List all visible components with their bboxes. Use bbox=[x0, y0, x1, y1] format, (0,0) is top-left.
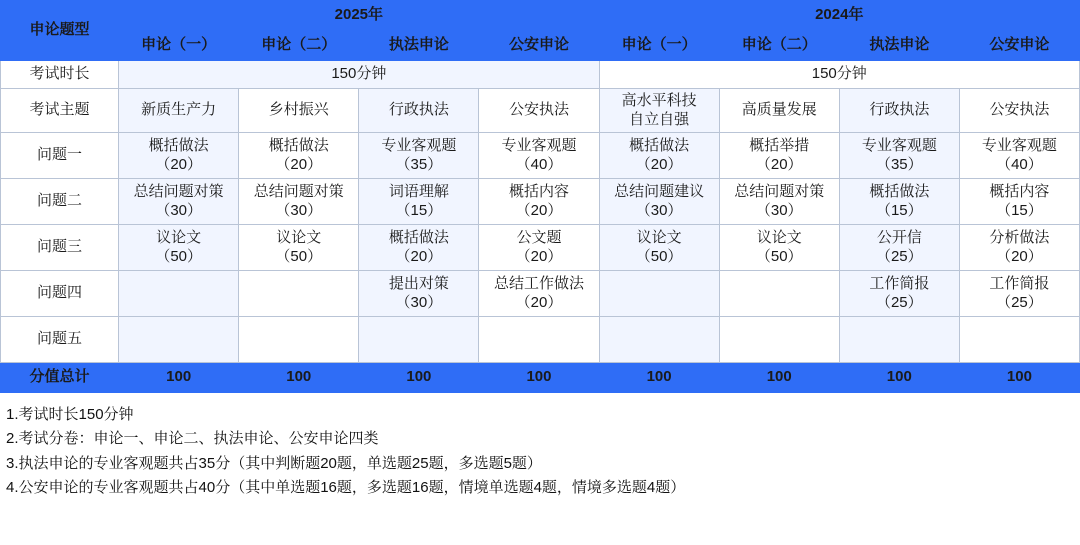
q3-cell-0: 议论文 （50） bbox=[119, 225, 239, 271]
q2-cell-1: 总结问题对策 （30） bbox=[239, 179, 359, 225]
q1-cell-0: 概括做法 （20） bbox=[119, 133, 239, 179]
q4-cell-3: 总结工作做法 （20） bbox=[479, 271, 599, 317]
q2-cell-3: 概括内容 （20） bbox=[479, 179, 599, 225]
table-row bbox=[1, 61, 1080, 89]
q5-cell-5 bbox=[719, 317, 839, 363]
subject-header-2: 执法申论 bbox=[359, 31, 479, 61]
q3-cell-4: 议论文 （50） bbox=[599, 225, 719, 271]
q2-cell-7: 概括内容 （15） bbox=[959, 179, 1079, 225]
q4-cell-1 bbox=[239, 271, 359, 317]
topic-cell-7: 公安执法 bbox=[959, 89, 1079, 133]
row-label-q1: 问题一 bbox=[1, 133, 119, 179]
total-cell-4: 100 bbox=[599, 363, 719, 393]
q1-cell-6: 专业客观题 （35） bbox=[839, 133, 959, 179]
q2-cell-5: 总结问题对策 （30） bbox=[719, 179, 839, 225]
q1-cell-3: 专业客观题 （40） bbox=[479, 133, 599, 179]
table-row bbox=[1, 133, 1080, 179]
q1-cell-1: 概括做法 （20） bbox=[239, 133, 359, 179]
note-item: 2.考试分卷：申论一、申论二、执法申论、公安申论四类 bbox=[6, 430, 379, 448]
year-header-2024: 2024年 bbox=[599, 1, 1079, 31]
note-item: 3.执法申论的专业客观题共占35分（其中判断题20题，单选题25题，多选题5题） bbox=[6, 454, 542, 472]
table-row bbox=[1, 179, 1080, 225]
total-cell-5: 100 bbox=[719, 363, 839, 393]
topic-cell-5: 高质量发展 bbox=[719, 89, 839, 133]
table-header bbox=[1, 1, 1080, 61]
notes-list bbox=[0, 393, 1080, 500]
note-item: 4.公安申论的专业客观题共占40分（其中单选题16题，多选题16题，情境单选题4题，情境多选题4题） bbox=[6, 478, 686, 496]
q3-cell-7: 分析做法 （20） bbox=[959, 225, 1079, 271]
q3-cell-5: 议论文 （50） bbox=[719, 225, 839, 271]
q2-cell-6: 概括做法 （15） bbox=[839, 179, 959, 225]
subject-header-4: 申论（一） bbox=[599, 31, 719, 61]
row-label-topic: 考试主题 bbox=[1, 89, 119, 133]
q3-cell-1: 议论文 （50） bbox=[239, 225, 359, 271]
total-cell-3: 100 bbox=[479, 363, 599, 393]
q1-cell-4: 概括做法 （20） bbox=[599, 133, 719, 179]
total-cell-7: 100 bbox=[959, 363, 1079, 393]
q5-cell-4 bbox=[599, 317, 719, 363]
q1-cell-5: 概括举措 （20） bbox=[719, 133, 839, 179]
table-row bbox=[1, 271, 1080, 317]
subject-header-3: 公安申论 bbox=[479, 31, 599, 61]
topic-cell-1: 乡村振兴 bbox=[239, 89, 359, 133]
q2-cell-0: 总结问题对策 （30） bbox=[119, 179, 239, 225]
corner-label: 申论题型 bbox=[1, 1, 119, 61]
q3-cell-2: 概括做法 （20） bbox=[359, 225, 479, 271]
table-row-total bbox=[1, 363, 1080, 393]
topic-cell-0: 新质生产力 bbox=[119, 89, 239, 133]
q5-cell-0 bbox=[119, 317, 239, 363]
note-item: 1.考试时长150分钟 bbox=[6, 406, 134, 423]
row-label-q2: 问题二 bbox=[1, 179, 119, 225]
subject-header-6: 执法申论 bbox=[839, 31, 959, 61]
row-label-q3: 问题三 bbox=[1, 225, 119, 271]
q4-cell-0 bbox=[119, 271, 239, 317]
table-row bbox=[1, 89, 1080, 133]
q2-cell-2: 词语理解 （15） bbox=[359, 179, 479, 225]
year-header-2025: 2025年 bbox=[119, 1, 599, 31]
table-row bbox=[1, 225, 1080, 271]
header-row-subject bbox=[1, 31, 1080, 61]
total-cell-1: 100 bbox=[239, 363, 359, 393]
q4-cell-6: 工作简报 （25） bbox=[839, 271, 959, 317]
row-label-q5: 问题五 bbox=[1, 317, 119, 363]
topic-cell-3: 公安执法 bbox=[479, 89, 599, 133]
q1-cell-2: 专业客观题 （35） bbox=[359, 133, 479, 179]
q3-cell-6: 公开信 （25） bbox=[839, 225, 959, 271]
q4-cell-7: 工作简报 （25） bbox=[959, 271, 1079, 317]
total-cell-6: 100 bbox=[839, 363, 959, 393]
row-label-q4: 问题四 bbox=[1, 271, 119, 317]
topic-cell-2: 行政执法 bbox=[359, 89, 479, 133]
q3-cell-3: 公文题 （20） bbox=[479, 225, 599, 271]
subject-header-5: 申论（二） bbox=[719, 31, 839, 61]
q5-cell-6 bbox=[839, 317, 959, 363]
q5-cell-2 bbox=[359, 317, 479, 363]
subject-header-7: 公安申论 bbox=[959, 31, 1079, 61]
duration-2024: 150分钟 bbox=[599, 61, 1079, 89]
q2-cell-4: 总结问题建议 （30） bbox=[599, 179, 719, 225]
q4-cell-4 bbox=[599, 271, 719, 317]
q4-cell-2: 提出对策 （30） bbox=[359, 271, 479, 317]
total-cell-2: 100 bbox=[359, 363, 479, 393]
row-label-total: 分值总计 bbox=[1, 363, 119, 393]
q5-cell-1 bbox=[239, 317, 359, 363]
q5-cell-7 bbox=[959, 317, 1079, 363]
duration-2025: 150分钟 bbox=[119, 61, 599, 89]
subject-header-0: 申论（一） bbox=[119, 31, 239, 61]
topic-cell-4: 高水平科技 自立自强 bbox=[599, 89, 719, 133]
table-row bbox=[1, 317, 1080, 363]
topic-cell-6: 行政执法 bbox=[839, 89, 959, 133]
table-body bbox=[1, 61, 1080, 393]
subject-header-1: 申论（二） bbox=[239, 31, 359, 61]
q1-cell-7: 专业客观题 （40） bbox=[959, 133, 1079, 179]
total-cell-0: 100 bbox=[119, 363, 239, 393]
q4-cell-5 bbox=[719, 271, 839, 317]
header-row-year bbox=[1, 1, 1080, 31]
q5-cell-3 bbox=[479, 317, 599, 363]
row-label-duration: 考试时长 bbox=[1, 61, 119, 89]
